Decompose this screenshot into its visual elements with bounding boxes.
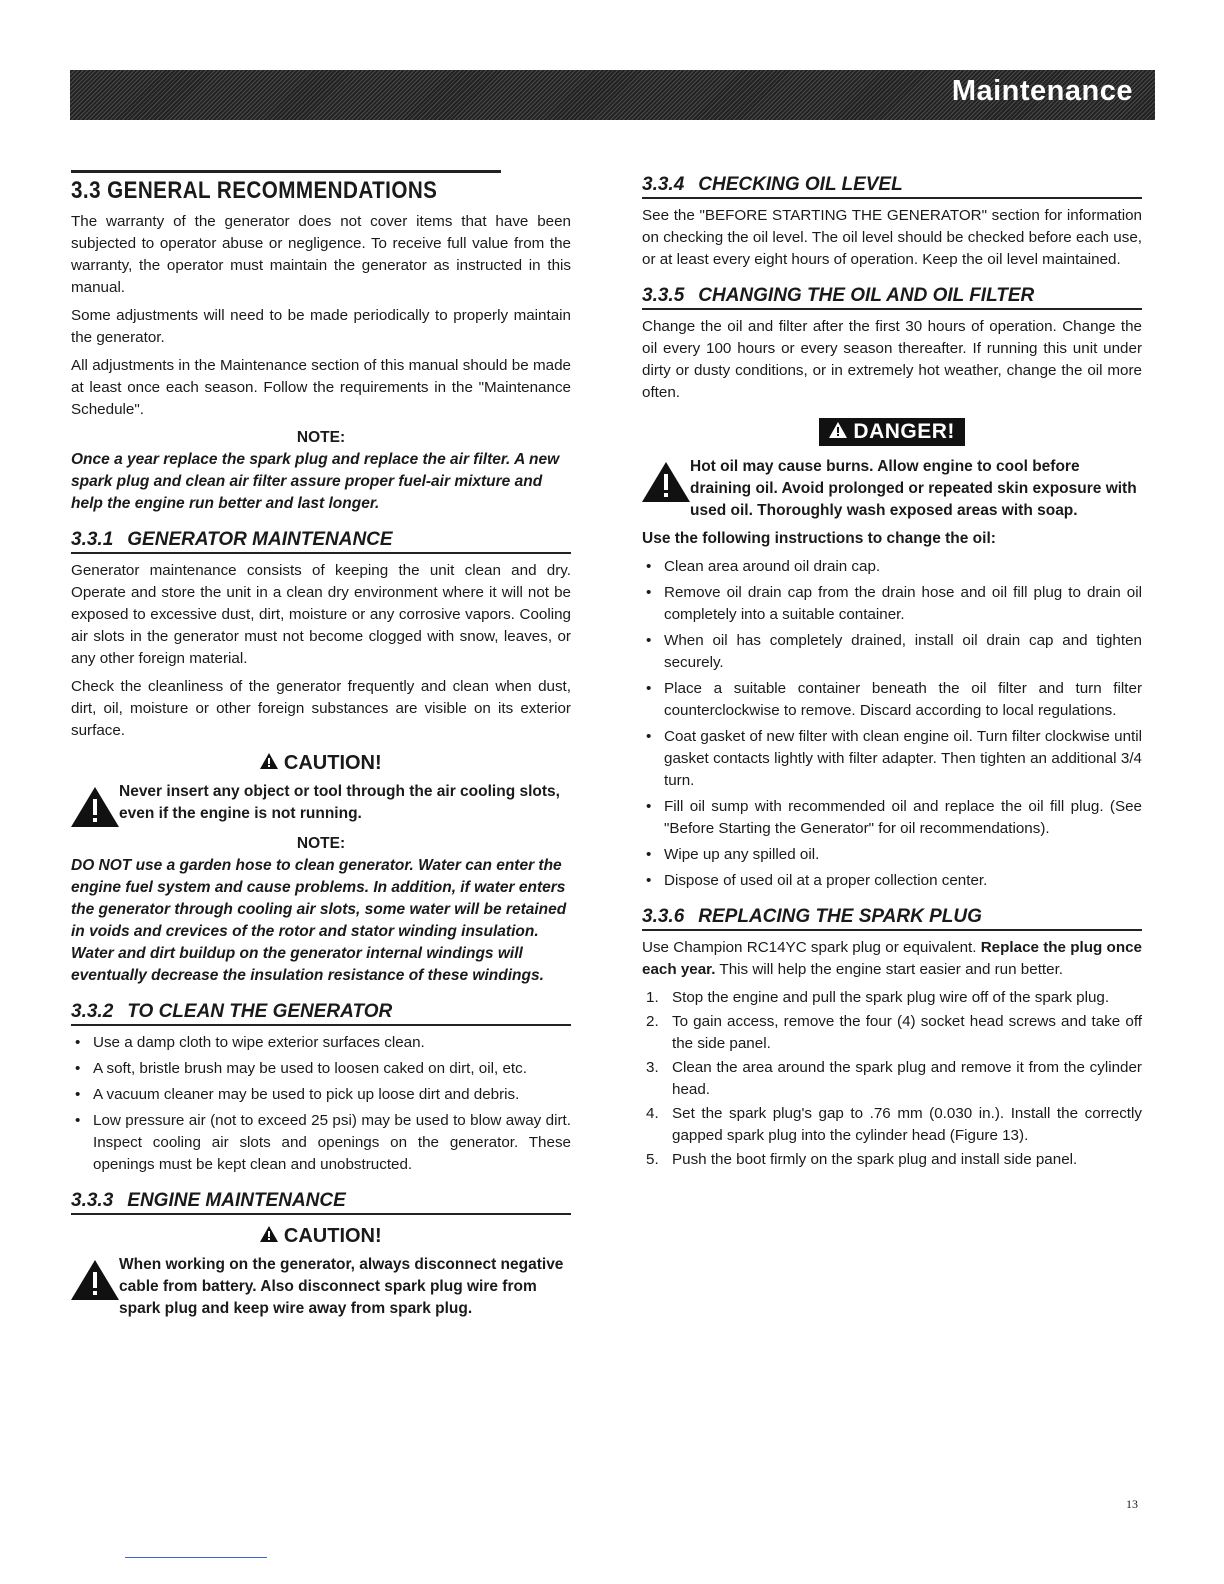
caution-text-label: CAUTION! (283, 1225, 382, 1247)
subsection-number: 3.3.5 (642, 285, 685, 306)
note-label: NOTE: (296, 429, 346, 446)
subsection-name: CHECKING OIL LEVEL (698, 174, 903, 195)
warning-triangle-icon (260, 1226, 278, 1242)
subsection-number: 3.3.2 (71, 1001, 114, 1022)
oil-change-list (642, 556, 1142, 892)
subsection-name: ENGINE MAINTENANCE (127, 1190, 346, 1211)
intro-bold-text: Replace the plug once each year. (642, 939, 1142, 978)
caution-text-label: CAUTION! (283, 752, 382, 774)
step-text: To gain access, remove the four (4) socket head screws and take off the side panel. (672, 1013, 1142, 1052)
caution-message: Never insert any object or tool through the air cooling slots, even if the engine is not running. (119, 783, 560, 822)
caution-label (71, 1225, 571, 1248)
subsection-title-334 (642, 174, 1142, 199)
step-text: Set the spark plug's gap to .76 mm (0.030 in.). Install the correctly gapped spark plug into the cylinder head (Figure 13). (672, 1105, 1142, 1144)
list-item: • Use a damp cloth to wipe exterior surfaces clean. (71, 1032, 571, 1054)
list-item: • Low pressure air (not to exceed 25 psi) may be used to blow away dirt. Inspect cooling air slots and openings on the generator. These openings must be kept clean and unobstructed. (71, 1110, 571, 1176)
caution-block (71, 781, 571, 827)
subsection-title-335 (642, 285, 1142, 310)
subsection-title-333 (71, 1190, 571, 1215)
subsection-number: 3.3.3 (71, 1190, 114, 1211)
danger-badge (819, 418, 965, 446)
caution-block (71, 1254, 571, 1320)
intro-paragraph: All adjustments in the Maintenance section of this manual should be made at least once each season. Follow the requirements in the "Maintenance Schedule". (71, 357, 571, 418)
caution-label (71, 752, 571, 775)
paragraph: Generator maintenance consists of keeping the unit clean and dry. Operate and store the unit in a clean dry environment where it will not be exposed to excessive dust, dirt, moisture or any corrosive vapors. Cooling air slots in the generator must not become clogged with snow, leaves, or any other foreign material. (71, 562, 571, 667)
spark-plug-steps (642, 987, 1142, 1171)
danger-block (642, 456, 1142, 522)
list-item: • Remove oil drain cap from the drain hose and oil fill plug to drain oil completely into a suitable container. (642, 582, 1142, 626)
list-item: • A vacuum cleaner may be used to pick up loose dirt and debris. (71, 1084, 571, 1106)
list-item: • A soft, bristle brush may be used to loosen caked on dirt, oil, etc. (71, 1058, 571, 1080)
danger-header (642, 418, 1142, 446)
note-text: Once a year replace the spark plug and replace the air filter. A new spark plug and clean air filter assure proper fuel-air mixture and help the engine run better and last longer. (71, 451, 560, 512)
step-item (642, 1149, 1142, 1171)
warning-triangle-icon (260, 753, 278, 769)
step-text: Push the boot firmly on the spark plug and install side panel. (672, 1151, 1078, 1168)
subsection-number: 3.3.4 (642, 174, 685, 195)
danger-message: Hot oil may cause burns. Allow engine to cool before draining oil. Avoid prolonged or repeated skin exposure with used oil. Thoroughly wash exposed areas with soap. (690, 458, 1137, 519)
intro-paragraph: Some adjustments will need to be made periodically to properly maintain the generator. (71, 307, 571, 346)
subsection-title-336 (642, 906, 1142, 931)
right-column (642, 170, 1142, 1173)
left-column (71, 170, 571, 1326)
list-item: • Fill oil sump with recommended oil and replace the oil fill plug. (See "Before Starting the Generator" for oil recommendations). (642, 796, 1142, 840)
intro-text: Use Champion RC14YC spark plug or equivalent. (642, 939, 981, 956)
list-item: • Clean area around oil drain cap. (642, 556, 1142, 578)
subsection-name: TO CLEAN THE GENERATOR (127, 1001, 393, 1022)
header-bar (70, 70, 1155, 120)
list-item: • Wipe up any spilled oil. (642, 844, 1142, 866)
step-item (642, 987, 1142, 1009)
subsection-name: GENERATOR MAINTENANCE (127, 529, 393, 550)
subsection-number: 3.3.6 (642, 906, 685, 927)
warning-triangle-icon (829, 422, 847, 438)
list-item: • Dispose of used oil at a proper collection center. (642, 870, 1142, 892)
footer-rule (125, 1557, 267, 1558)
paragraph: See the "BEFORE STARTING THE GENERATOR" section for information on checking the oil level. The oil level should be checked before each use, or at least every eight hours of operation. Keep the oil level maintained. (642, 207, 1142, 268)
subsection-name: REPLACING THE SPARK PLUG (698, 906, 982, 927)
section-title: 3.3 GENERAL RECOMMENDATIONS (71, 170, 501, 205)
step-text: Stop the engine and pull the spark plug wire off of the spark plug. (672, 989, 1110, 1006)
spark-plug-intro (642, 937, 1142, 981)
danger-label: DANGER! (853, 420, 955, 443)
paragraph: Check the cleanliness of the generator frequently and clean when dust, dirt, oil, moisture or other foreign substances are visible on its exterior surface. (71, 678, 571, 739)
subsection-title-332 (71, 1001, 571, 1026)
note-label: NOTE: (296, 835, 346, 852)
step-number: 5. (646, 1151, 659, 1168)
list-item: • Coat gasket of new filter with clean engine oil. Turn filter clockwise until gasket contacts lightly with filter adapter. Then tighten an additional 3/4 turn. (642, 726, 1142, 792)
instructions-heading: Use the following instructions to change the oil: (642, 530, 996, 547)
warning-triangle-icon (71, 787, 119, 827)
step-number: 2. (646, 1013, 659, 1030)
cleaning-list (71, 1032, 571, 1176)
list-item: • Place a suitable container beneath the oil filter and turn filter counterclockwise to remove. Discard according to local regulations. (642, 678, 1142, 722)
page-number: 13 (1126, 1497, 1138, 1511)
step-number: 1. (646, 989, 659, 1006)
warning-triangle-icon (642, 462, 690, 502)
subsection-number: 3.3.1 (71, 529, 114, 550)
step-number: 3. (646, 1059, 659, 1076)
step-item (642, 1103, 1142, 1147)
step-item (642, 1057, 1142, 1101)
intro-text: This will help the engine start easier and run better. (715, 961, 1064, 978)
subsection-title-331 (71, 529, 571, 554)
list-item: • When oil has completely drained, install oil drain cap and tighten securely. (642, 630, 1142, 674)
step-text: Clean the area around the spark plug and remove it from the cylinder head. (672, 1059, 1142, 1098)
header-title: Maintenance (951, 75, 1133, 107)
intro-paragraph: The warranty of the generator does not cover items that have been subjected to operator abuse or negligence. To receive full value from the warranty, the operator must maintain the generator as instructed in this manual. (71, 213, 571, 296)
paragraph: Change the oil and filter after the first 30 hours of operation. Change the oil every 100 hours or every season thereafter. If running this unit under dirty or dusty conditions, or in extremely hot weather, change the oil more often. (642, 318, 1142, 401)
warning-triangle-icon (71, 1260, 119, 1300)
subsection-name: CHANGING THE OIL AND OIL FILTER (698, 285, 1035, 306)
step-number: 4. (646, 1105, 659, 1122)
caution-message: When working on the generator, always disconnect negative cable from battery. Also disconnect spark plug wire from spark plug and keep wire away from spark plug. (119, 1256, 564, 1317)
note-text: DO NOT use a garden hose to clean generator. Water can enter the engine fuel system and cause problems. In addition, if water enters the generator through cooling air slots, some water will be retained in voids and crevices of the rotor and stator winding insulation. Water and dirt buildup on the generator internal windings will eventually decrease the insulation resistance of these windings. (71, 857, 567, 984)
step-item (642, 1011, 1142, 1055)
